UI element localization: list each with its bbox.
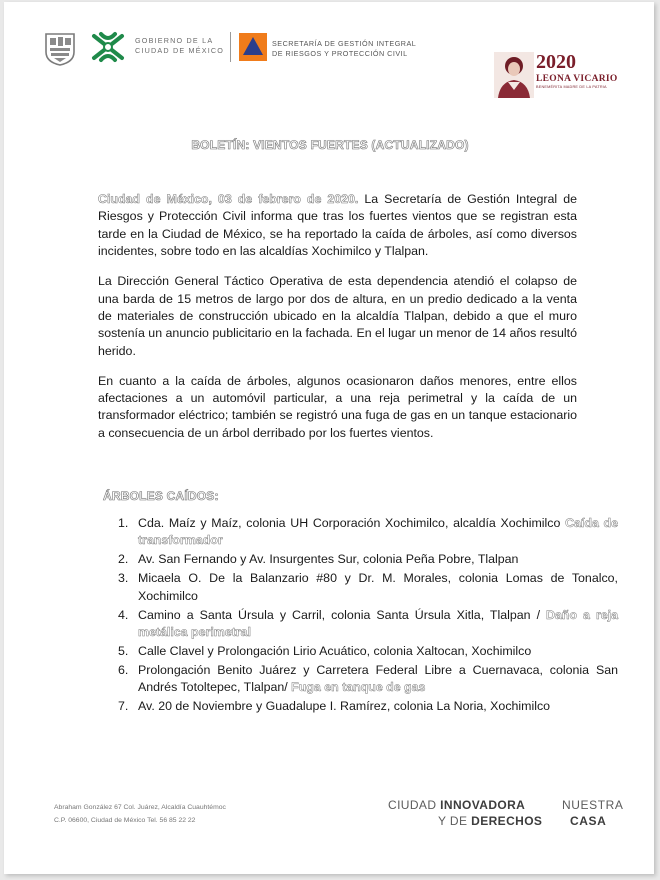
- leona-vicario-subtitle: BENEMÉRITA MADRE DE LA PATRIA: [536, 85, 607, 89]
- paragraph-1-text: La Secretaría de Gestión Integral de Riesgos y Protección Civil informa que tras los fuertes vientos que se registran esta tarde en la Ciudad de México, se ha reportado la caída de árboles, así como diversos incidentes, sobre todo en las alcaldías Xochimilco y Tlalpan.: [98, 192, 577, 259]
- item-number: 7.: [118, 699, 129, 714]
- fallen-trees-list: [98, 515, 618, 717]
- slogan-ciudad-innovadora: [388, 797, 542, 829]
- cdmx-knot-logo: [88, 30, 128, 64]
- slogan-b1: NUESTRA: [562, 798, 624, 812]
- slogan-a1-bold: INNOVADORA: [440, 798, 526, 812]
- proteccion-civil-logo: [239, 33, 267, 61]
- address-line-1: Abraham González 67 Col. Juárez, Alcaldía Cuauhtémoc: [54, 804, 226, 811]
- bulletin-title: BOLETÍN: VIENTOS FUERTES (ACTUALIZADO): [191, 138, 469, 152]
- slogan-b2: CASA: [570, 814, 607, 828]
- item-number: 1.: [118, 516, 129, 530]
- item-note: Daño a reja metálica perimetral: [138, 607, 618, 639]
- leona-vicario-label: LEONA VICARIO: [536, 74, 618, 84]
- gov-line-1: GOBIERNO DE LA: [135, 36, 214, 45]
- slogan-nuestra-casa: [562, 797, 624, 829]
- list-item: [118, 607, 618, 642]
- paragraph-2: La Dirección General Táctico Operativa de esta dependencia atendió el colapso de una barda de 15 metros de largo por dos de altura, en un predio dedicado a la venta de materiales de construcción ubicado en la alcaldía Tlalpan, debido a que el muro sostenía un anuncio publicitario en la fachada. En el lugar un menor de 14 años resultó herido.: [98, 274, 577, 358]
- item-number: 5.: [118, 643, 129, 658]
- list-item: [118, 662, 618, 697]
- sgirp-line-1: SECRETARÍA DE GESTIÓN INTEGRAL: [272, 39, 417, 48]
- list-item: [118, 643, 618, 660]
- item-text: Av. San Fernando y Av. Insurgentes Sur, colonia Peña Pobre, Tlalpan: [138, 552, 519, 567]
- item-text: Prolongación Benito Juárez y Carretera Federal Libre a Cuernavaca, colonia San Andrés Totoltepec, Tlalpan/: [138, 662, 618, 695]
- slogan-row-2: [388, 813, 542, 829]
- item-number: 4.: [118, 607, 129, 622]
- paragraph-3: En cuanto a la caída de árboles, algunos ocasionaron daños menores, entre ellos afectaciones a un automóvil particular, a una reja perimetral y la caída de un transformador eléctrico; también se registró una fuga de gas en un tanque estacionario a consecuencia de un árbol derribado por los fuertes vientos.: [98, 373, 577, 440]
- sgirp-line-2: DE RIESGOS Y PROTECCIÓN CIVIL: [272, 49, 408, 58]
- item-note: Caída de transformador: [138, 516, 618, 548]
- dateline: Ciudad de México, 03 de febrero de 2020.: [98, 192, 359, 206]
- item-text: Av. 20 de Noviembre y Guadalupe I. Ramírez, colonia La Noria, Xochimilco: [138, 699, 551, 714]
- paragraph-1: [98, 191, 577, 261]
- footer-address: [54, 801, 226, 827]
- gobierno-cdmx-wordmark: [135, 36, 224, 56]
- header-divider: [230, 32, 231, 62]
- fallen-trees-title: ÁRBOLES CAÍDOS:: [103, 489, 219, 503]
- leona-vicario-portrait: [494, 52, 534, 98]
- year-2020: 2020: [536, 51, 576, 73]
- slogan-a1: CIUDAD: [388, 798, 441, 812]
- item-note: Fuga en tanque de gas: [291, 680, 426, 695]
- list-item: [118, 515, 618, 550]
- slogan-a2-bold: DERECHOS: [471, 814, 543, 828]
- item-number: 6.: [118, 662, 129, 677]
- item-number: 2.: [118, 552, 129, 567]
- address-line-2: C.P. 06600, Ciudad de México Tel. 56 85 22 22: [54, 817, 196, 824]
- sgirp-wordmark: [272, 39, 416, 59]
- item-text: Micaela O. De la Balanzario #80 y Dr. M. Morales, colonia Lomas de Tonalco, Xochimilco: [138, 571, 618, 603]
- gov-line-2: CIUDAD DE MÉXICO: [135, 46, 225, 55]
- item-number: 3.: [118, 571, 129, 586]
- list-item: [118, 570, 618, 605]
- slogan-a2: Y DE: [438, 814, 472, 828]
- item-text: Camino a Santa Úrsula y Carril, colonia Santa Úrsula Xitla, Tlalpan /: [138, 607, 547, 622]
- list-item: [118, 551, 618, 568]
- item-text: Cda. Maíz y Maíz, colonia UH Corporación Xochimilco, alcaldía Xochimilco: [138, 516, 566, 530]
- item-text: Calle Clavel y Prolongación Lirio Acuático, colonia Xaltocan, Xochimilco: [138, 643, 532, 658]
- cdmx-shield-logo: [44, 32, 76, 66]
- list-item: [118, 698, 618, 715]
- bulletin-body: [98, 191, 577, 455]
